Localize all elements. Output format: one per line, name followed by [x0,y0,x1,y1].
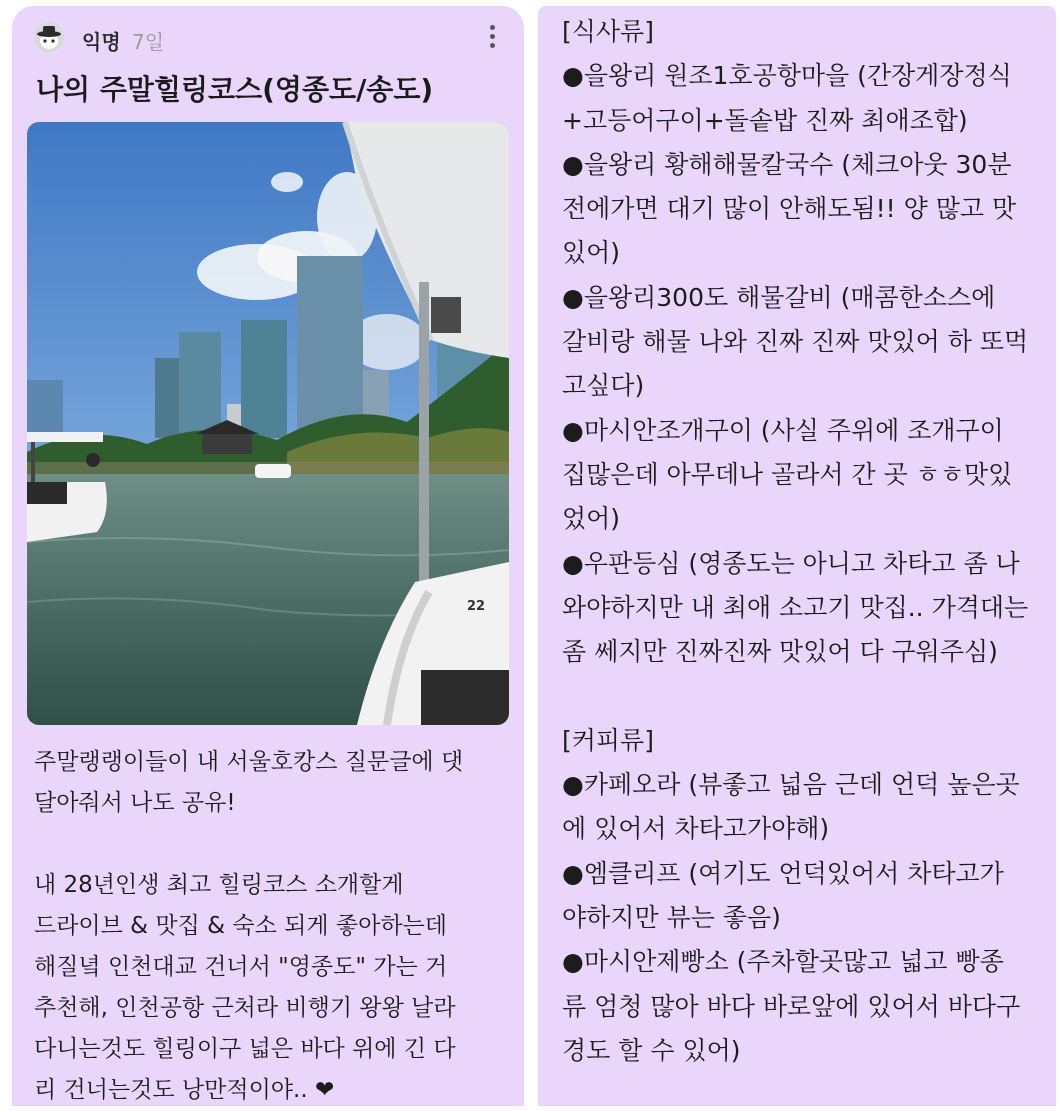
body-line: 추천해, 인천공항 근처라 비행기 왕왕 날라 [34,995,456,1021]
body-line: 리 건너는것도 낭만적이야.. ❤ [34,1077,335,1103]
list-line: ●을왕리 원조1호공항마을 (간장게장정식 [562,61,1012,91]
list-line: ●을왕리 황해해물칼국수 (체크아웃 30분 [562,149,1012,179]
boat-number: 22 [467,599,486,614]
list-line: 있어) [562,238,621,268]
list-line: ●을왕리300도 해물갈비 (매콤한소스에 [562,282,996,312]
list-line: [커피류] [562,725,654,755]
post-time: 7일 [132,30,165,54]
list-line: 와야하지만 내 최애 소고기 맛집.. 가격대는 [562,592,1029,622]
list-line: ●마시안제빵소 (주차할곳많고 넓고 빵종 [562,947,1004,977]
post-header [34,20,504,54]
body-line: 내 28년인생 최고 힐링코스 소개할게 [34,872,404,898]
continuation-card [538,6,1056,1106]
body-line: 달아줘서 나도 공유! [34,790,236,816]
list-line: 경도 할 수 있어) [562,1035,741,1065]
more-options-icon[interactable] [480,20,504,54]
post-title: 나의 주말힐링코스(영종도/송도) [36,73,434,106]
list-line: 었어) [562,504,621,534]
recommendation-list [562,10,1048,1073]
list-line: 전에가면 대기 많이 안해도됨!! 양 많고 맛 [562,194,1017,224]
list-line: ●엠클리프 (여기도 언덕있어서 차타고가 [562,858,1004,888]
list-line: 갈비랑 해물 나와 진짜 진짜 맛있어 하 또먹 [562,327,1029,357]
body-line: 주말랭랭이들이 내 서울호캉스 질문글에 댓 [34,749,464,775]
list-line: ●카페오라 (뷰좋고 넓음 근데 언덕 높은곳 [562,770,1020,800]
list-line: 집많은데 아무데나 골라서 간 곳 ㅎㅎ맛있 [562,459,1013,489]
post-photo[interactable] [27,122,509,725]
blank-line [34,824,510,865]
blank-line [562,674,1048,718]
body-line: 다니는것도 힐링이구 넓은 바다 위에 긴 다 [34,1036,456,1062]
list-line: 고싶다) [562,371,645,401]
list-line: +고등어구이+돌솥밥 진짜 최애조합) [562,105,968,135]
list-line: ●마시안조개구이 (사실 주위에 조개구이 [562,415,1004,445]
list-line: [식사류] [562,17,654,46]
list-line: 류 엄청 많아 바다 바로앞에 있어서 바다구 [562,991,1021,1021]
body-line: 해질녘 인천대교 건너서 "영종도" 가는 거 [34,954,448,980]
body-line: 드라이브 & 맛집 & 숙소 되게 좋아하는데 [34,913,448,939]
post-card [12,6,524,1106]
list-line: ●우판등심 (영종도는 아니고 차타고 좀 나 [562,548,1020,578]
author-name[interactable]: 익명 [82,30,121,54]
anonymous-avatar-icon [34,22,64,52]
list-line: 좀 쎄지만 진짜진짜 맛있어 다 구워주심) [562,637,998,667]
list-line: 에 있어서 차타고가야해) [562,814,830,844]
post-body [34,742,510,1111]
list-line: 야하지만 뷰는 좋음) [562,902,781,932]
